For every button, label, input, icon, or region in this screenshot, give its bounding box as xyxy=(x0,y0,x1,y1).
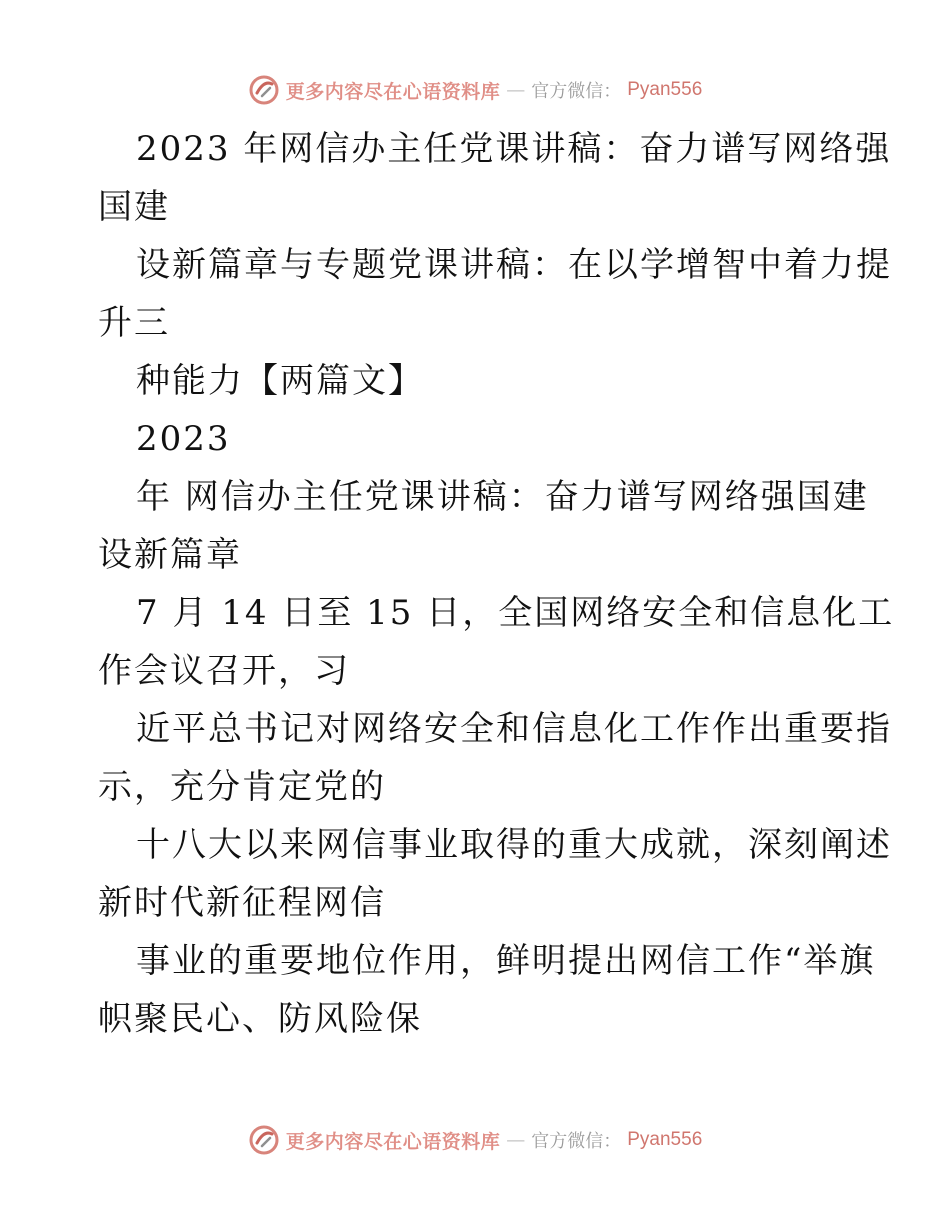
text-line: 近平总书记对网络安全和信息化工作作出重要指 xyxy=(136,709,892,749)
brand-logo-icon xyxy=(248,74,280,106)
watermark-official-label: 官方微信： xyxy=(531,81,622,102)
watermark-official-label: 官方微信： xyxy=(531,1131,622,1152)
watermark-brand-text: 更多内容尽在心语资料库 xyxy=(285,1130,501,1153)
text-line: 设新篇章与专题党课讲稿：在以学增智中着力提 xyxy=(136,245,892,285)
watermark-dash: — xyxy=(506,79,526,101)
watermark-wechat-id: Pyan556 xyxy=(627,1129,703,1150)
text-line: 设新篇章 xyxy=(98,535,242,575)
watermark-brand-text: 更多内容尽在心语资料库 xyxy=(285,80,501,103)
text-line: 事业的重要地位作用，鲜明提出网信工作“举旗 xyxy=(136,941,876,981)
header-watermark xyxy=(0,70,950,110)
text-line: 2023 年网信办主任党课讲稿：奋力谱写网络强 xyxy=(136,129,892,169)
text-line: 示，充分肯定党的 xyxy=(98,767,386,807)
text-line: 种能力【两篇文】 xyxy=(136,361,424,401)
text-line: 新时代新征程网信 xyxy=(98,883,386,923)
text-line: 作会议召开，习 xyxy=(98,651,350,691)
brand-logo-icon xyxy=(248,1124,280,1156)
watermark-wechat-id: Pyan556 xyxy=(627,79,703,100)
text-line: 十八大以来网信事业取得的重大成就，深刻阐述 xyxy=(136,825,892,865)
text-line: 帜聚民心、防风险保 xyxy=(98,999,422,1039)
text-line: 年 网信办主任党课讲稿：奋力谱写网络强国建 xyxy=(136,477,869,517)
text-line: 2023 xyxy=(136,419,231,459)
watermark-dash: — xyxy=(506,1129,526,1151)
text-line: 7 月 14 日至 15 日，全国网络安全和信息化工 xyxy=(136,593,895,633)
footer-watermark xyxy=(0,1120,950,1160)
document-body xyxy=(98,120,895,1048)
text-line: 升三 xyxy=(98,303,170,343)
text-line: 国建 xyxy=(98,187,170,227)
